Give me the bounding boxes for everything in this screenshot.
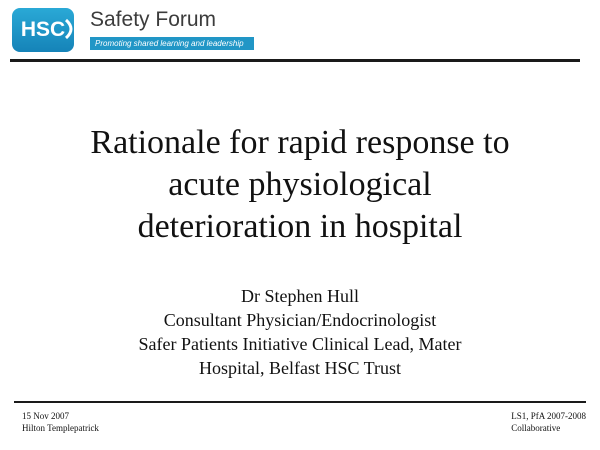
brand-name: Safety Forum	[90, 8, 217, 31]
footer-collaborative	[511, 410, 586, 434]
presenter-affiliation: Hospital, Belfast HSC Trust	[198, 358, 402, 378]
footer-date-venue	[22, 410, 99, 434]
header	[10, 6, 590, 52]
footer-collab-label: Collaborative	[511, 423, 561, 433]
title-line: Rationale for rapid response to	[90, 124, 510, 161]
header-divider	[10, 59, 580, 62]
logo-swoosh-icon	[64, 18, 78, 40]
title-line: deterioration in hospital	[137, 208, 463, 245]
title-line: acute physiological	[168, 166, 432, 203]
slide-title	[20, 122, 580, 248]
footer-programme: LS1, PfA 2007-2008	[511, 411, 586, 421]
footer-venue: Hilton Templepatrick	[22, 423, 99, 433]
presenter-role: Consultant Physician/Endocrinologist	[163, 310, 437, 330]
footer-divider	[14, 401, 586, 403]
brand-tagline: Promoting shared learning and leadership	[90, 37, 254, 50]
presenter-affiliation: Safer Patients Initiative Clinical Lead, Mater	[138, 334, 462, 354]
footer-date: 15 Nov 2007	[22, 411, 69, 421]
logo-text: HSC	[20, 18, 66, 41]
presenter-info	[20, 284, 580, 380]
presenter-name: Dr Stephen Hull	[241, 286, 359, 306]
